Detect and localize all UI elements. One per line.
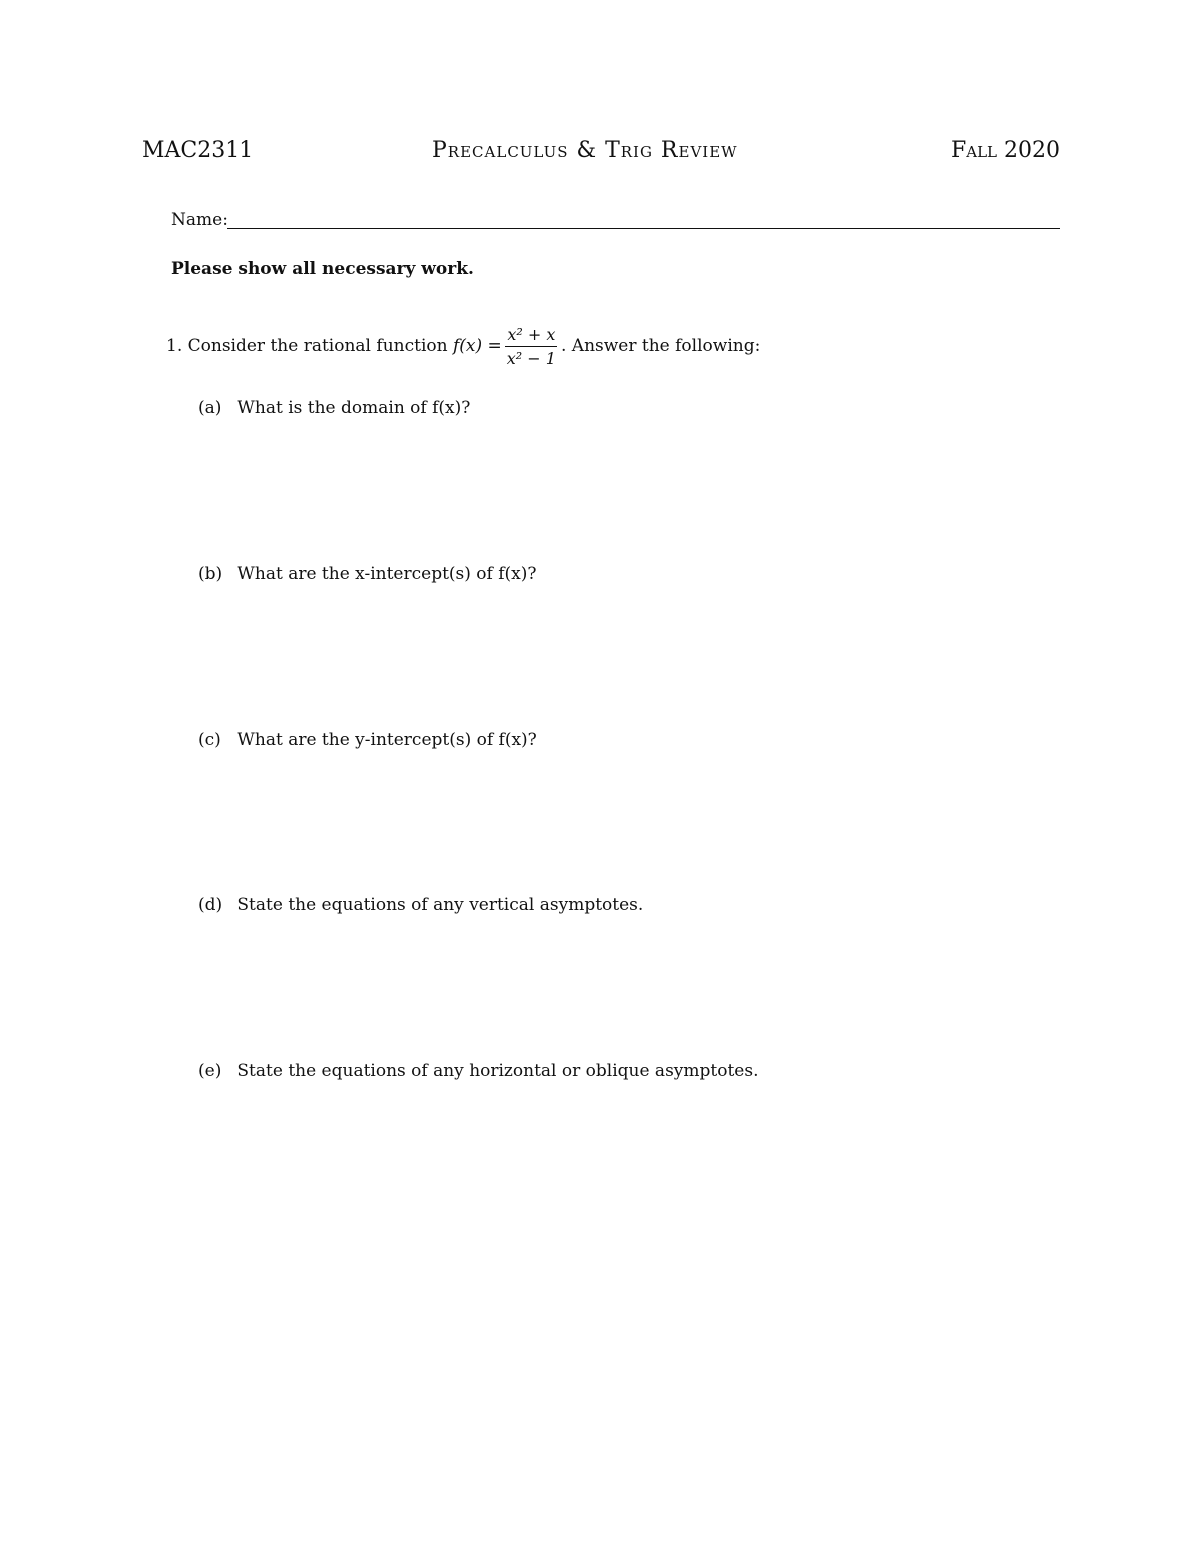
function-lhs: f(x) = (452, 336, 502, 356)
name-blank-line (227, 228, 1060, 229)
part-e (198, 1061, 759, 1081)
part-text: What is the domain of f(x)? (237, 398, 471, 418)
part-a (198, 398, 470, 418)
part-text: State the equations of any horizontal or oblique asymptotes. (237, 1061, 759, 1081)
part-text: What are the x-intercept(s) of f(x)? (237, 564, 537, 584)
part-label: (b) (198, 564, 223, 584)
problem-outro: . Answer the following: (560, 336, 761, 356)
part-label: (c) (198, 730, 221, 750)
part-text: State the equations of any vertical asymptotes. (237, 895, 644, 915)
course-code: MAC2311 (142, 138, 254, 163)
fraction-numerator: x² + x (505, 325, 557, 347)
part-c (198, 730, 537, 750)
problem-1 (166, 318, 760, 374)
worksheet-title: Precalculus & Trig Review (432, 138, 738, 163)
part-label: (d) (198, 895, 223, 915)
function-fraction (505, 325, 558, 368)
part-label: (e) (198, 1061, 222, 1081)
problem-number: 1. (166, 336, 183, 356)
part-d (198, 895, 643, 915)
problem-intro: Consider the rational function (187, 336, 448, 356)
name-label: Name: (171, 210, 228, 230)
part-label: (a) (198, 398, 222, 418)
part-b (198, 564, 536, 584)
part-text: What are the y-intercept(s) of f(x)? (237, 730, 537, 750)
name-field-row (171, 208, 1060, 234)
fraction-denominator: x² − 1 (506, 348, 556, 368)
page-header (142, 138, 1060, 172)
instructions: Please show all necessary work. (171, 259, 474, 279)
term-label: Fall 2020 (950, 138, 1060, 163)
